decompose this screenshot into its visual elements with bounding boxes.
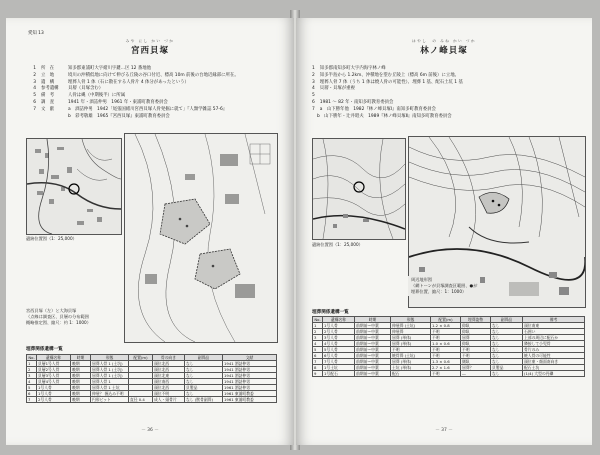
table-row: 2 2号人骨 前期前～中葉 伸展葬 不明 仰臥 なし 石囲い [313,329,585,335]
table-row: 5 1号人骨 晩期 屈葬人骨 1 土坑 頭位北西 貝製品 1961 酒詰仲男 [27,385,277,391]
table-row: 7 7号人骨 前期前～中葉 屈葬 (単体) 1.3 × 0.6 側臥 なし 頭位東・顔面南向き [313,359,585,365]
table-row: 1 1号人骨 前期前～中葉 伸展葬 (土坑) 1.2 × 0.8 仰臥 なし 頭位南東 [313,323,585,329]
page-title: 林ノ峰貝塚 [420,46,468,56]
table-row: 5 5号人骨 前期前～中葉 不明 不明 不明 なし 骨片のみ [313,347,585,353]
table-row: 4 4号人骨 前期前～中葉 屈葬 (単体) 1.0 × 0.6 仰臥 なし 隣接して小児骨 [313,341,585,347]
info-row: 6 1981 ～ 82 年・南知多町教育委員会 [312,99,394,105]
info-row: 2 立 地 境川の沖積低地に向けて伸びる丘陵の谷口付近、標高 10m 前後の台地辺縁部に所在。 [33,72,239,78]
info-row: 4 貝層・貝塚が重複 [312,86,355,92]
site-info [26,66,239,120]
table-row: 7 2号人骨 晩期 円形ピット 直径 0.4 成人・頭骨片 なし (獣骨副葬) 1961 東浦町教委 [27,397,277,403]
table-row: 6 6号人骨 前期前～中葉 焼骨葬 (土坑) 不明 不明 なし 焼人骨の可能性 [313,353,585,359]
table-row: 1 貝層1号人骨 晩期 屈葬人骨 1 (土坑) 頭位北西 なし 1941 酒詰仲男 [27,361,277,367]
table-row: 8 1号土坑 前期前～中葉 土坑 (単体) 2.7 × 1.6 屈葬？ 貝製品 配石土坑 [313,365,585,371]
info-row: 3 遺 構 埋葬人骨 1 体（石に散在する人骨片 4 体分があったという） [33,79,189,85]
table-title: 埋葬関係遺構一覧 [26,347,63,352]
table-row: 9 1号配石 前期前～中葉 配石 不明 ― なし (1/4) 大型の円礫 [313,371,585,377]
page-number: － 37 － [435,428,453,433]
terrain-map-caption: 周辺地形図 （網トーンが貝塚調査区範囲、●が 埋葬位置、縮尺：1：1000） [408,276,480,296]
info-row: 5 [312,93,315,99]
table-row: 2 貝層2号人骨 晩期 屈葬人骨 1 (土坑) 頭位北西 なし 1941 酒詰仲男 [27,367,277,373]
table-title: 埋葬関係遺構一覧 [312,310,349,315]
site-info [312,66,463,120]
location-map [26,138,122,235]
table-row: 3 3号人骨 前期前～中葉 屈葬 (単体) 不明 屈葬 なし 上部の周辺に配石か [313,335,585,341]
left-page [6,18,294,445]
table-row: 6 1号人骨 晩期 伸展？ 掘込み不明 頭位不明 なし 1961 東浦町教委 [27,391,277,397]
location-map-caption: 遺跡位置図（1：25,000） [26,236,77,241]
site-plan-map [124,133,278,343]
location-map-caption: 遺跡位置図（1：25,000） [312,242,363,247]
info-row: 1 知多郡南知多町大字内海字林ノ峰 [312,66,386,71]
info-row: 1 所 在 知多郡東浦町大字緒川字鍵…区 12 番地他 [33,66,152,71]
table-row: 4 貝層4号人骨 晩期 屈葬人骨 1 頭位南西 なし 1941 酒詰仲男 [27,379,277,385]
info-row: b 山下勝年・辻井昭夫 1989『林ノ峰貝塚Ⅱ』南知多町教育委員会 [317,113,452,119]
info-row: 7 文 献 a 酒詰仲男 1942「尾張国緒川宮西貝塚人骨発掘に就て」『人類学雑誌 57-6』 [33,106,228,112]
title-ruby: みや にし かい づか [125,39,175,43]
title-ruby: はやし の みね かい づか [412,39,476,43]
info-row: 7 a 山下勝年他 1982『林ノ峰貝塚Ⅰ』南知多町教育委員会 [312,106,436,112]
section-label: 愛知 13 [28,31,44,36]
right-page [296,18,592,445]
info-row: 4 参考遺構 貝層（貝塚含む） [33,86,104,92]
info-row: b 彩考敬雄 1965『宮西貝塚』東浦町教育委員会 [68,113,170,119]
location-map [312,138,406,240]
topographic-map-graphic [27,139,121,234]
table-header-row: No. 遺構名称 時期 形態 配置(m) 骨の向き 副葬品 文献 [27,355,277,361]
page-number: － 36 － [141,428,159,433]
info-row: 6 調 査 1941 年・酒詰仲男 1961 年・東浦町教育委員会 [33,99,168,105]
info-row: 2 知多半島から 1.2km、沖積地を望む丘陵上（標高 6m 前後）に立地。 [312,72,460,78]
burial-table [26,354,277,403]
info-row: 5 備 考 人骨は縄（中期後半）に所属 [33,93,126,99]
info-row: 3 埋葬人骨 7 体（うち 1 体は焼人骨の可能性）、埋葬 1 基、配石土坑 1 基 [312,79,463,85]
table-header-row: No. 遺構名称 時期 形態 配置(m) 埋葬姿勢 副葬品 備考 [313,317,585,323]
site-plan-graphic [125,134,277,342]
site-plan-caption: 宮西貝塚（左）と大海貝塚 （点線は調査区、貝層の分布範囲 概略推定図、縮尺：約 1：1000） [26,308,91,325]
topographic-map-graphic [313,139,405,239]
burial-table [312,316,585,377]
table-row: 3 貝層3号人骨 晩期 屈葬人骨 1 (土坑) 頭位北東 なし 1941 酒詰仲男 [27,373,277,379]
page-title: 宮西貝塚 [130,46,169,56]
